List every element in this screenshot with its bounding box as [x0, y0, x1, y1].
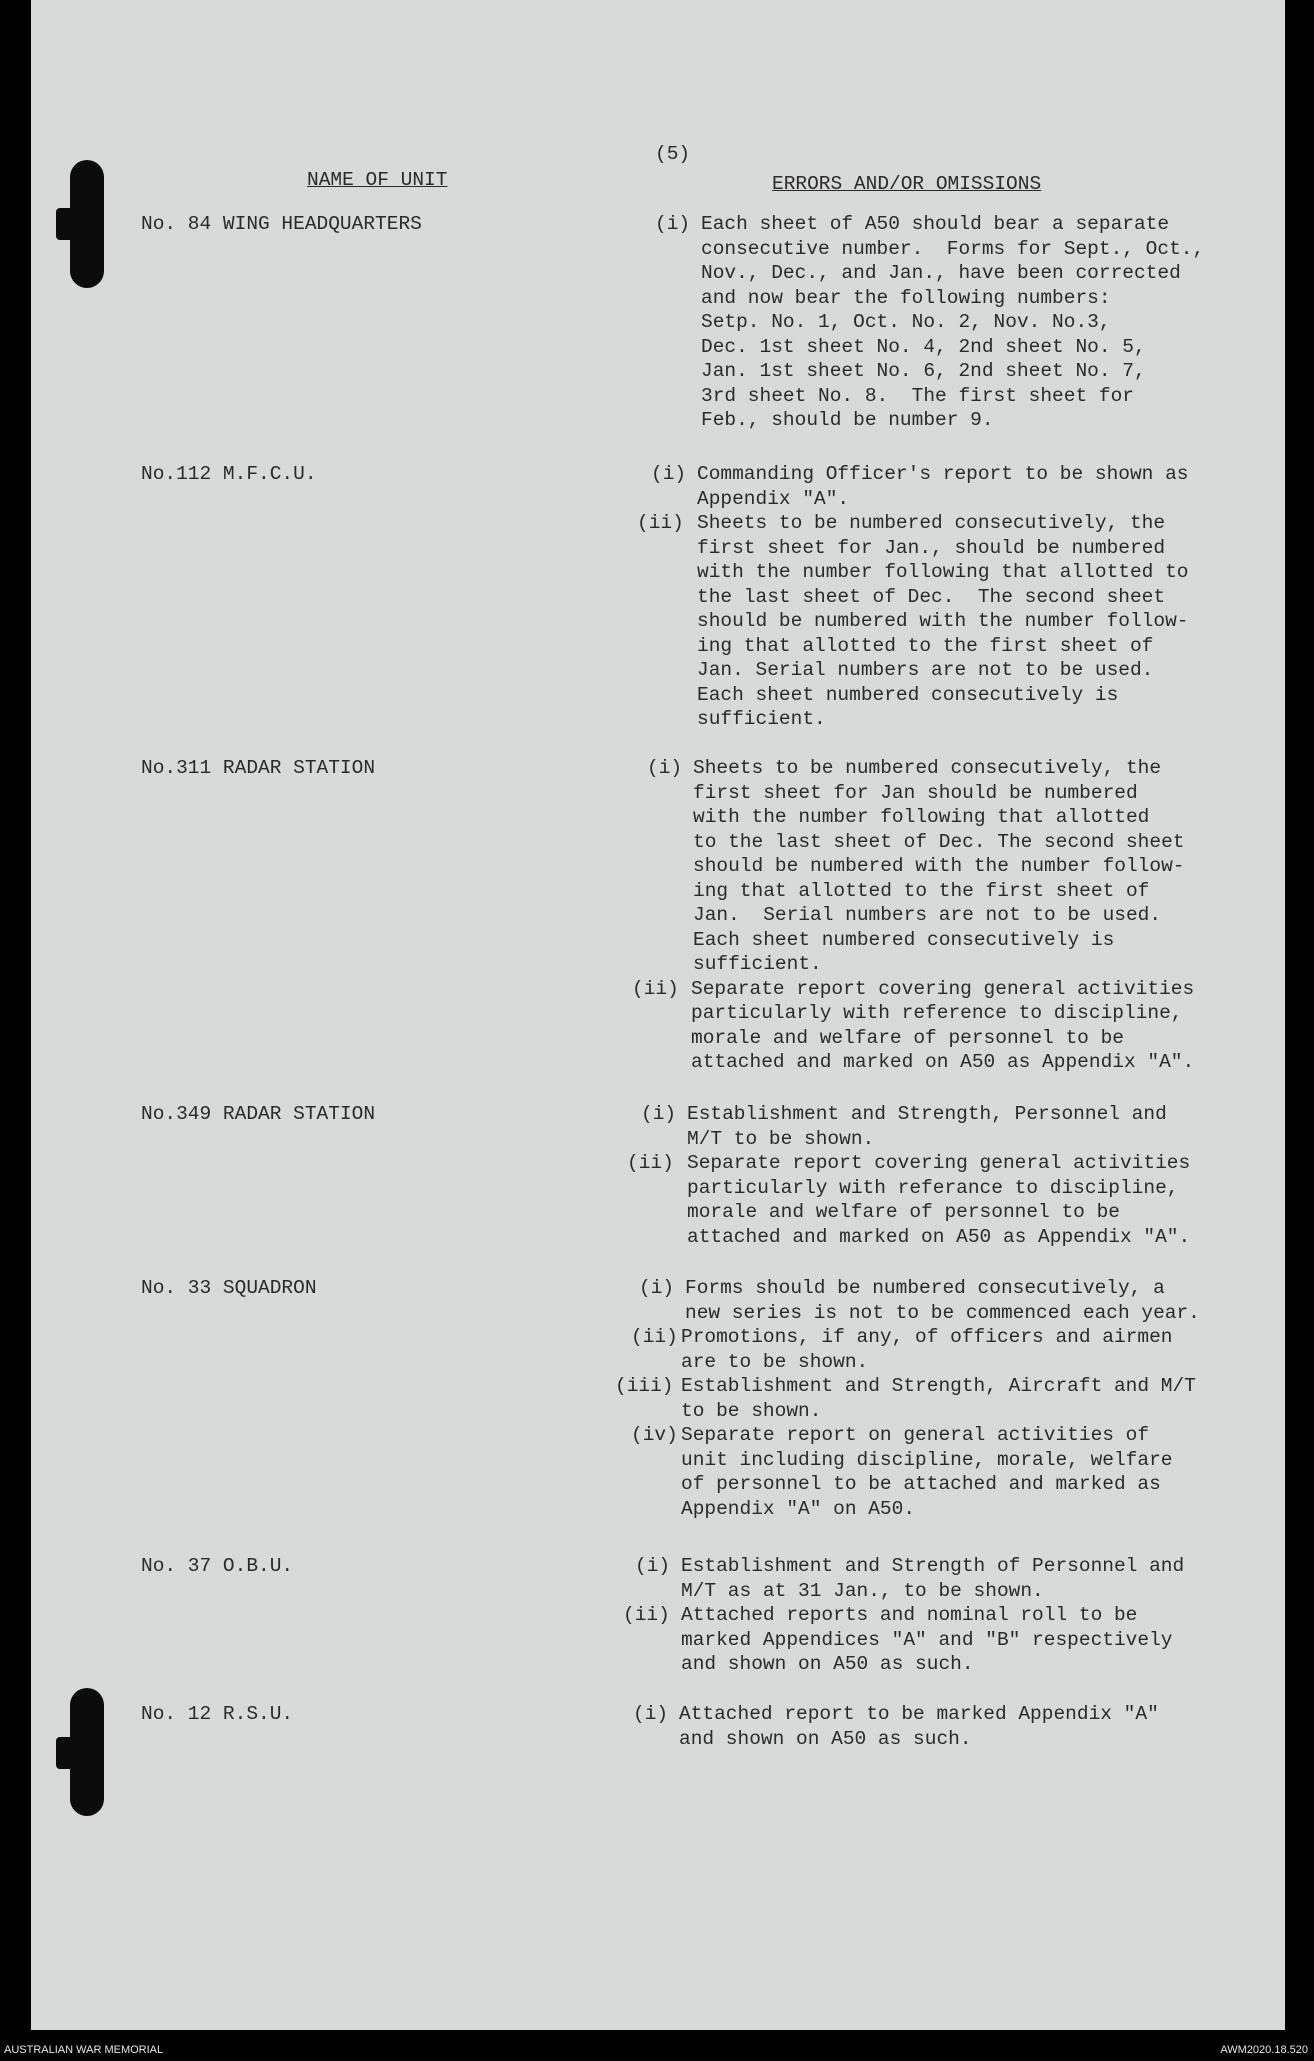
header-errors-omissions: ERRORS AND/OR OMISSIONS	[772, 173, 1042, 195]
header-name-of-unit: NAME OF UNIT	[307, 169, 448, 191]
item-text-line: Jan. Serial numbers are not to be used.	[697, 659, 1154, 681]
item-number: (i)	[635, 1555, 671, 1577]
item-text-line: morale and welfare of personnel to be	[691, 1026, 1124, 1049]
item-text-line: 3rd sheet No. 8. The first sheet for	[701, 384, 1134, 407]
item-text-line: ing that allotted to the first sheet of	[697, 634, 1154, 657]
item-number: (ii)	[637, 512, 684, 534]
item-text-line: Establishment and Strength of Personnel and	[681, 1555, 1185, 1577]
item-text-line: particularly with referance to discipline,	[687, 1176, 1179, 1199]
item-number: (ii)	[627, 1152, 674, 1174]
binder-tab-bottom	[56, 1737, 96, 1769]
item-text-line: Jan. Serial numbers are not to be used.	[693, 904, 1162, 926]
item-text-line: the last sheet of Dec. The second sheet	[697, 585, 1166, 608]
item-text-line: particularly with reference to discipline,	[691, 1002, 1183, 1024]
item-text-line: Nov., Dec., and Jan., have been corrected	[701, 262, 1181, 284]
document-page	[31, 0, 1285, 2030]
footer-left: AUSTRALIAN WAR MEMORIAL	[4, 2044, 164, 2056]
item-text-line: Separate report on general activities of	[681, 1424, 1150, 1446]
item-text-line: Appendix "A" on A50.	[681, 1497, 916, 1520]
item-text-line: new series is not to be commenced each year.	[685, 1301, 1200, 1324]
item-text-line: Establishment and Strength, Aircraft and M/T	[681, 1375, 1196, 1397]
item-text-line: first sheet for Jan., should be numbered	[697, 536, 1166, 559]
item-text-line: sufficient.	[693, 953, 822, 975]
item-text-line: ing that allotted to the first sheet of	[693, 879, 1150, 902]
item-text-line: Each sheet of A50 should bear a separate	[701, 213, 1170, 235]
item-text-line: are to be shown.	[681, 1350, 869, 1373]
item-text-line: consecutive number. Forms for Sept., Oct.,	[701, 237, 1205, 260]
item-text-line: Separate report covering general activities	[691, 977, 1195, 1000]
item-number: (iii)	[615, 1375, 674, 1397]
item-text-line: Dec. 1st sheet No. 4, 2nd sheet No. 5,	[701, 335, 1146, 358]
item-text-line: with the number following that allotted	[693, 806, 1150, 828]
item-number: (ii)	[631, 1326, 678, 1348]
item-text-line: M/T as at 31 Jan., to be shown.	[681, 1579, 1044, 1602]
item-number: (i)	[651, 463, 687, 485]
item-text-line: and shown on A50 as such.	[681, 1653, 974, 1675]
item-text-line: Sheets to be numbered consecutively, the	[697, 512, 1166, 534]
item-number: (i)	[633, 1703, 669, 1725]
item-text-line: Promotions, if any, of officers and airmen	[681, 1326, 1173, 1348]
item-text-line: should be numbered with the number follow-	[697, 610, 1189, 632]
item-text-line: Setp. No. 1, Oct. No. 2, Nov. No.3,	[701, 311, 1111, 333]
item-text-line: and shown on A50 as such.	[679, 1727, 972, 1750]
item-text-line: first sheet for Jan should be numbered	[693, 781, 1138, 804]
item-text-line: to be shown.	[681, 1399, 822, 1422]
item-text-line: M/T to be shown.	[687, 1127, 875, 1150]
item-number: (i)	[641, 1103, 677, 1125]
item-number: (i)	[655, 213, 691, 235]
item-text-line: Separate report covering general activities	[687, 1152, 1191, 1174]
unit-name: No. 12 R.S.U.	[141, 1703, 294, 1725]
item-text-line: Forms should be numbered consecutively, a	[685, 1277, 1165, 1299]
item-text-line: Feb., should be number 9.	[701, 409, 994, 431]
item-text-line: marked Appendices "A" and "B" respectively	[681, 1628, 1173, 1651]
binder-tab-top	[56, 208, 96, 240]
item-text-line: morale and welfare of personnel to be	[687, 1201, 1120, 1223]
page-number: (5)	[655, 143, 691, 165]
item-number: (i)	[647, 757, 683, 779]
unit-name: No. 33 SQUADRON	[141, 1277, 317, 1299]
unit-name: No. 84 WING HEADQUARTERS	[141, 213, 422, 235]
item-number: (iv)	[631, 1424, 678, 1446]
item-text-line: Sheets to be numbered consecutively, the	[693, 757, 1162, 779]
item-number: (i)	[639, 1277, 675, 1299]
item-text-line: of personnel to be attached and marked as	[681, 1473, 1161, 1495]
item-text-line: sufficient.	[697, 708, 826, 730]
unit-name: No. 37 O.B.U.	[141, 1555, 294, 1577]
item-number: (ii)	[632, 977, 679, 1000]
item-text-line: Commanding Officer's report to be shown as	[697, 463, 1189, 485]
item-text-line: attached and marked on A50 as Appendix "A".	[691, 1051, 1195, 1073]
unit-name: No.311 RADAR STATION	[141, 757, 376, 779]
item-text-line: Each sheet numbered consecutively is	[697, 683, 1119, 706]
item-text-line: Appendix "A".	[697, 487, 850, 510]
item-text-line: Each sheet numbered consecutively is	[693, 928, 1115, 951]
item-text-line: unit including discipline, morale, welfare	[681, 1448, 1173, 1471]
footer-right: AWM2020.18.520	[1220, 2044, 1308, 2056]
item-text-line: and now bear the following numbers:	[701, 286, 1111, 309]
unit-name: No.349 RADAR STATION	[141, 1103, 376, 1125]
unit-name: No.112 M.F.C.U.	[141, 463, 317, 485]
item-text-line: Jan. 1st sheet No. 6, 2nd sheet No. 7,	[701, 360, 1146, 382]
item-text-line: to the last sheet of Dec. The second sheet	[693, 830, 1185, 853]
item-text-line: Establishment and Strength, Personnel and	[687, 1103, 1167, 1125]
item-text-line: should be numbered with the number follow-	[693, 855, 1185, 877]
item-text-line: Attached reports and nominal roll to be	[681, 1604, 1138, 1626]
item-text-line: attached and marked on A50 as Appendix "A".	[687, 1225, 1191, 1248]
item-number: (ii)	[623, 1604, 670, 1626]
item-text-line: Attached report to be marked Appendix "A"	[679, 1703, 1159, 1725]
item-text-line: with the number following that allotted to	[697, 561, 1189, 583]
